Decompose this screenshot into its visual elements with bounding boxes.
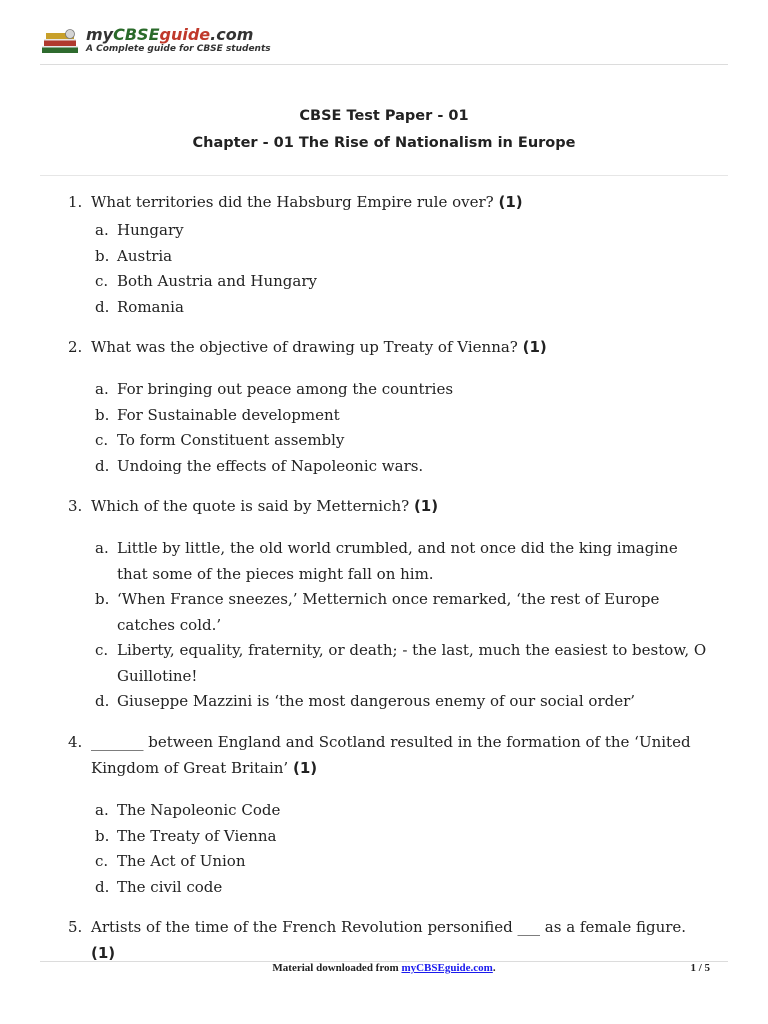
option-text: Austria [117, 246, 173, 265]
option [91, 875, 711, 901]
option-label: d. [95, 692, 110, 710]
site-logo [86, 26, 271, 55]
books-logo-icon [40, 28, 82, 56]
option [91, 798, 711, 824]
question-number: 5. [68, 918, 83, 936]
option-label: d. [95, 297, 110, 316]
chapter-title: Chapter - 01 The Rise of Nationalism in Europe [192, 135, 576, 151]
question-marks: (1) [522, 338, 547, 356]
question-text: What territories did the Habsburg Empire rule over? [91, 193, 499, 211]
option-text: To form Constituent assembly [117, 431, 345, 449]
question-number: 4. [68, 733, 83, 751]
option-text: The Treaty of Vienna [117, 826, 277, 845]
option-text: The Napoleonic Code [117, 801, 281, 819]
option-label: b. [95, 246, 110, 265]
option [91, 428, 711, 454]
option-label: a. [95, 221, 109, 239]
question-number: 3. [68, 497, 83, 515]
option-label: c. [95, 641, 109, 659]
title-divider [40, 175, 728, 176]
option-label: a. [95, 801, 109, 819]
option-label: d. [95, 877, 110, 896]
option-text: Romania [117, 297, 184, 316]
option [91, 218, 711, 244]
question-2 [68, 335, 708, 361]
option-label: b. [95, 590, 110, 608]
question-marks: (1) [91, 943, 116, 962]
footer-source [40, 962, 728, 974]
question-text: Which of the quote is said by Metternich? [91, 497, 414, 515]
option [91, 269, 711, 295]
title-block [40, 108, 728, 162]
question-marks: (1) [292, 758, 318, 777]
logo-my: my [86, 25, 114, 44]
question-marks: (1) [498, 193, 523, 211]
option [91, 295, 711, 321]
question-4 [68, 730, 708, 781]
option-text: Both Austria and Hungary [117, 272, 317, 290]
logo-com: .com [210, 25, 254, 44]
option [91, 454, 711, 480]
option [91, 536, 711, 587]
option-text: The Act of Union [117, 852, 246, 870]
question-text: _______ between England and Scotland resulted in the formation of the ‘United Kingdom of Great Britain’ [91, 733, 691, 777]
option [91, 403, 711, 429]
option-label: c. [95, 852, 109, 870]
question-marks: (1) [413, 497, 439, 515]
option-label: c. [95, 431, 109, 449]
footer-prefix: Material downloaded from [272, 962, 402, 974]
option [91, 244, 711, 270]
option-label: a. [95, 380, 109, 398]
page-number: 1 / 5 [690, 962, 710, 974]
option-label: a. [95, 539, 109, 557]
footer-site-link[interactable]: myCBSEguide.com [401, 962, 493, 974]
option [91, 638, 711, 689]
page-footer [40, 962, 728, 978]
option-label: b. [95, 826, 110, 845]
option [91, 824, 711, 850]
question-5 [68, 915, 708, 966]
options-2 [91, 377, 711, 479]
option-label: b. [95, 405, 110, 424]
option-label: d. [95, 456, 110, 475]
logo-cbse: CBSE [113, 25, 160, 44]
option [91, 377, 711, 403]
option-text: For Sustainable development [117, 405, 340, 424]
option-text: For bringing out peace among the countries [117, 380, 454, 398]
options-1 [91, 218, 711, 320]
option [91, 849, 711, 875]
options-3 [91, 536, 711, 715]
options-4 [91, 798, 711, 900]
option-text: Hungary [117, 221, 184, 239]
option [91, 587, 711, 638]
option-text: Undoing the effects of Napoleonic wars. [117, 456, 424, 475]
option-text: ‘When France sneezes,’ Metternich once remarked, ‘the rest of Europe catches cold.’ [117, 590, 660, 634]
logo-guide: guide [159, 25, 211, 44]
footer-suffix: . [492, 962, 496, 974]
option-text: Liberty, equality, fraternity, or death; - the last, much the easiest to bestow, O Guillotine! [117, 641, 707, 685]
question-3 [68, 494, 708, 520]
page-header [40, 26, 728, 65]
option-text: Giuseppe Mazzini is ‘the most dangerous enemy of our social order’ [117, 692, 636, 710]
page-title: CBSE Test Paper - 01 [299, 108, 469, 124]
option [91, 689, 711, 715]
logo-tagline: A Complete guide for CBSE students [86, 44, 271, 54]
option-label: c. [95, 272, 109, 290]
question-text: What was the objective of drawing up Treaty of Vienna? [91, 338, 523, 356]
option-text: The civil code [117, 877, 223, 896]
question-1 [68, 190, 708, 216]
question-text: Artists of the time of the French Revolution personified ___ as a female figure. [91, 918, 687, 936]
question-number: 2. [68, 338, 83, 356]
option-text: Little by little, the old world crumbled, and not once did the king imagine that some of the pieces might fall on him. [117, 539, 678, 583]
question-number: 1. [68, 193, 83, 211]
